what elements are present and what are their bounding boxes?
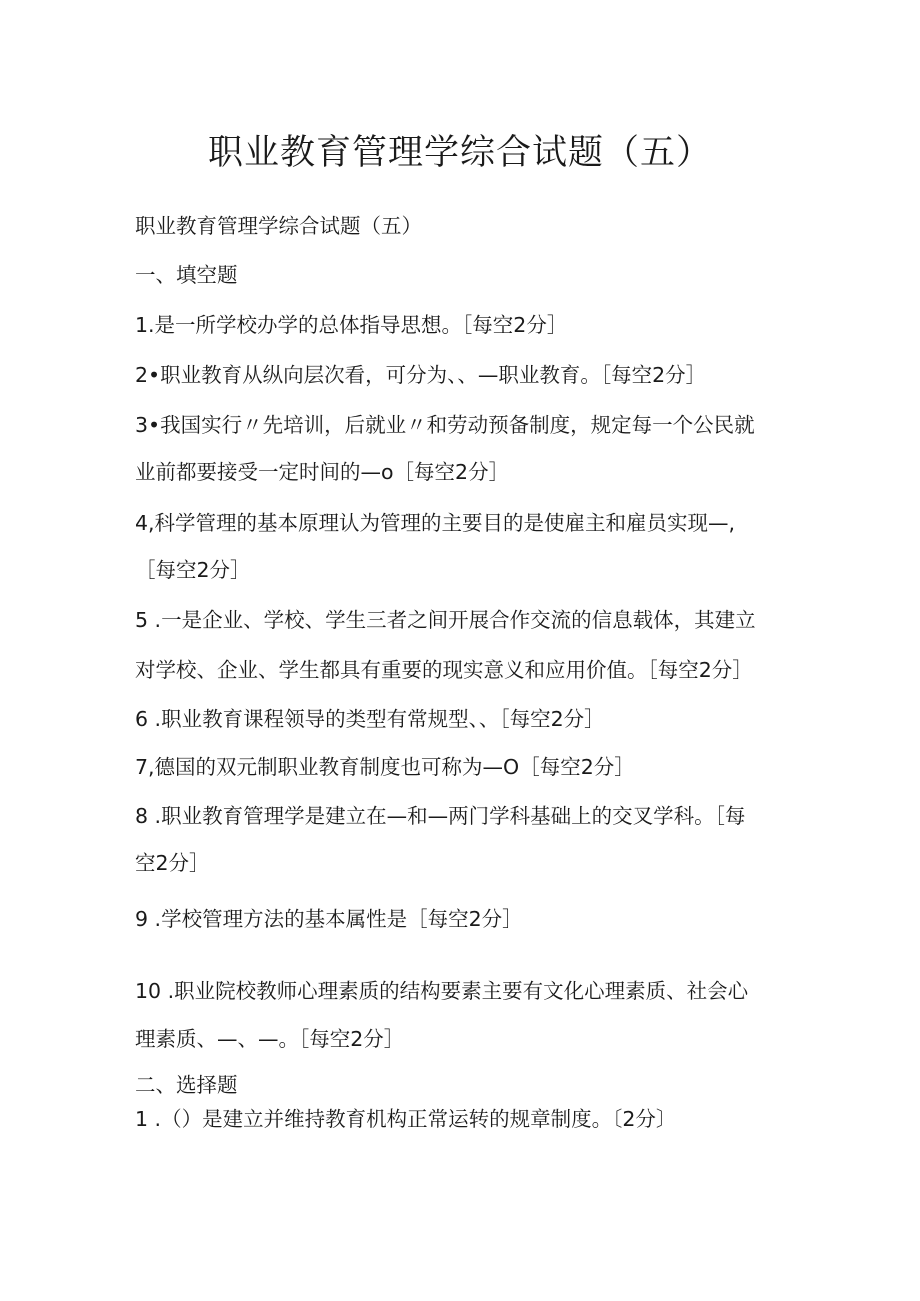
question-4-line-1: 4,科学管理的基本原理认为管理的主要目的是使雇主和雇员实现—,	[135, 511, 736, 535]
question-7: 7,德国的双元制职业教育制度也可称为—O［每空2分］	[135, 755, 635, 779]
section-heading-choice: 二、选择题	[135, 1073, 238, 1097]
document-subtitle: 职业教育管理学综合试题（五）	[135, 214, 422, 238]
question-8-line-2: 空2分］	[135, 851, 210, 875]
question-9: 9 .学校管理方法的基本属性是［每空2分］	[135, 907, 523, 931]
question-3-line-2: 业前都要接受一定时间的—o［每空2分］	[135, 460, 510, 484]
question-1: 1.是一所学校办学的总体指导思想。［每空2分］	[135, 313, 568, 337]
question-5-line-1: 5 .一是企业、学校、学生三者之间开展合作交流的信息载体，其建立	[135, 608, 756, 632]
document-title: 职业教育管理学综合试题（五）	[207, 133, 712, 173]
choice-question-1: 1 .（）是建立并维持教育机构正常运转的规章制度。〔2分〕	[135, 1107, 677, 1131]
section-heading-fill-in: 一、填空题	[135, 263, 238, 287]
question-10-line-2: 理素质、—、—。［每空2分］	[135, 1027, 405, 1051]
question-3-line-1: 3•我国实行〃先培训，后就业〃和劳动预备制度，规定每一个公民就	[135, 413, 755, 437]
question-4-line-2: ［每空2分］	[135, 558, 251, 582]
question-5-line-2: 对学校、企业、学生都具有重要的现实意义和应用价值。［每空2分］	[135, 658, 753, 682]
question-6: 6 .职业教育课程领导的类型有常规型、、［每空2分］	[135, 707, 605, 731]
question-10-line-1: 10 .职业院校教师心理素质的结构要素主要有文化心理素质、社会心	[135, 979, 749, 1003]
question-2: 2•职业教育从纵向层次看，可分为、、—职业教育。［每空2分］	[135, 363, 707, 387]
question-8-line-1: 8 .职业教育管理学是建立在—和—两门学科基础上的交叉学科。［每	[135, 804, 746, 828]
